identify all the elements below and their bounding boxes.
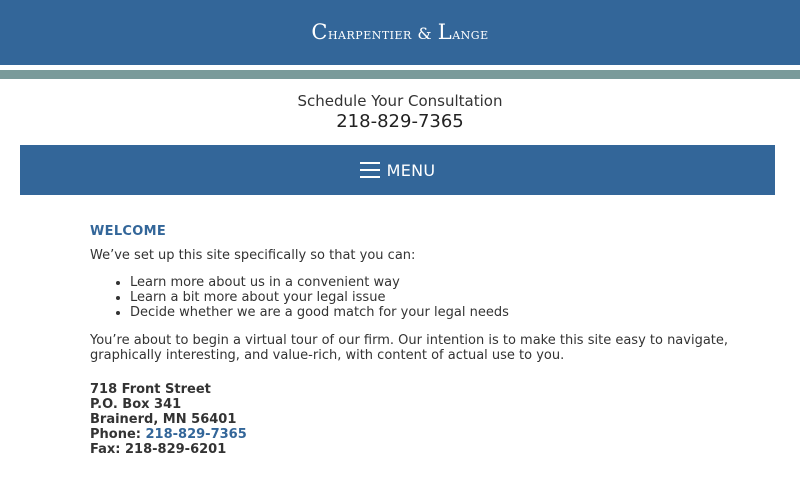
address-block — [90, 382, 770, 457]
menu-button[interactable] — [20, 145, 775, 195]
phone-label: Phone: — [90, 427, 146, 442]
tour-text: You’re about to begin a virtual tour of our firm. Our intention is to make this site easy to navigate, graphically interesting, and value-rich, with content of actual use to you. — [90, 333, 729, 363]
address-city: Brainerd, MN 56401 — [90, 412, 237, 427]
welcome-heading: WELCOME — [90, 224, 167, 239]
address-po-box: P.O. Box 341 — [90, 397, 182, 412]
phone-link[interactable]: 218-829-7365 — [145, 427, 247, 442]
main-content — [90, 224, 770, 457]
accent-divider — [0, 70, 800, 79]
consultation-phone[interactable]: 218-829-7365 — [336, 111, 464, 132]
menu-label: MENU — [386, 160, 436, 180]
consultation-block — [0, 92, 800, 133]
benefit-list — [90, 275, 770, 320]
address-fax: Fax: 218-829-6201 — [90, 442, 227, 457]
list-item: • Learn more about us in a convenient way — [130, 275, 770, 290]
intro-text: We’ve set up this site specifically so that you can: — [90, 248, 416, 263]
address-street: 718 Front Street — [90, 382, 211, 397]
address-phone-line — [90, 427, 770, 442]
list-item: • Decide whether we are a good match for your legal needs — [130, 305, 770, 320]
consultation-label: Schedule Your Consultation — [297, 92, 503, 110]
site-header — [0, 0, 800, 65]
firm-logo[interactable]: Charpentier & Lange — [311, 20, 489, 44]
list-item: • Learn a bit more about your legal issue — [130, 290, 770, 305]
hamburger-icon — [360, 162, 380, 178]
